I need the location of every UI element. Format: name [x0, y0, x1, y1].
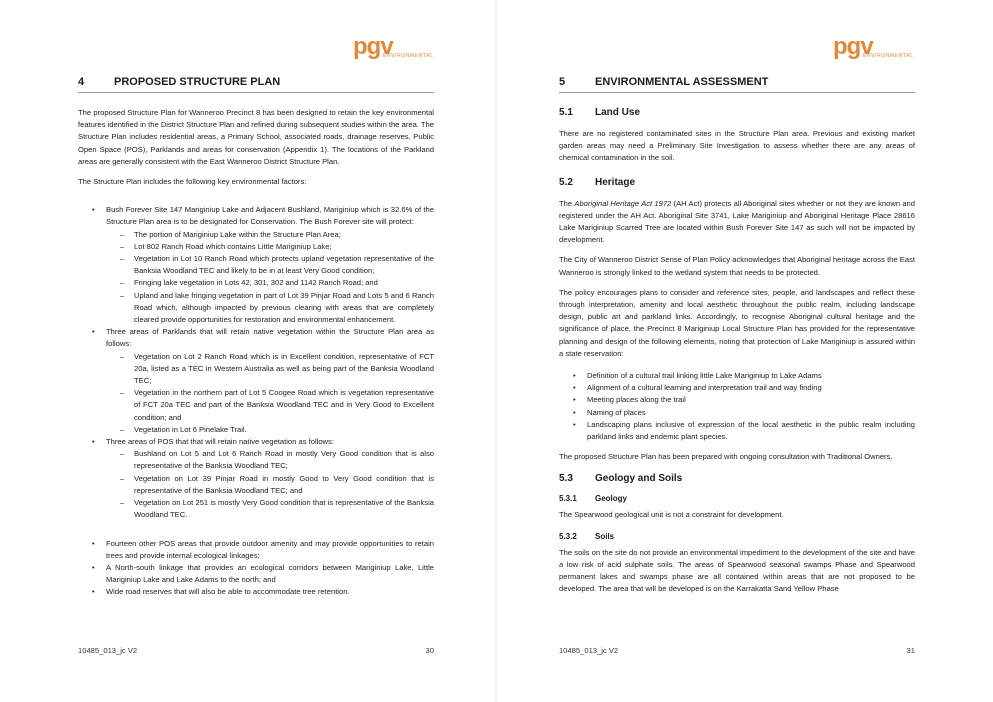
bullet-icon: •	[92, 538, 95, 548]
dash-icon: –	[120, 278, 125, 288]
section-number: 4	[78, 76, 85, 88]
text-run: The	[559, 198, 575, 208]
subsubsection-number: 5.3.1	[559, 494, 577, 504]
text-run: (AH Act) protects all Aboriginal sites whether or not they are known and registered under the AH Act. Aboriginal Site 3741, Lake Mariginiup and Aboriginal Heritage Place 28616 Lake Mariginiup Scarred Tree are located within Bush Forever Site 147 as such will not be impacted by development.	[559, 198, 916, 245]
page-footer	[78, 646, 434, 655]
sub-list-item	[106, 290, 434, 327]
subsection-heading-geology-soils	[559, 473, 915, 484]
geology-paragraph: The Spearwood geological unit is not a constraint for development.	[559, 510, 784, 520]
sub-list-text: Lot 802 Ranch Road which contains Little Mariginiup Lake;	[134, 241, 332, 251]
sub-list-text: Vegetation in the northern part of Lot 5 Coogee Road which is vegetation representative of FCT 20a TEC and part of the Banksia Woodland TEC and in Very Good to Excellent condition; and	[134, 388, 434, 422]
sub-list-item	[106, 277, 434, 289]
list-item-text: A North-south linkage that provides an ecological corridors between Mariginiup Lake, Little Mariginiup Lake and Lake Adams to the north; and	[106, 562, 434, 585]
factors-list	[78, 204, 434, 521]
page-right	[497, 0, 993, 702]
document-reference: 10485_013_jc V2	[78, 646, 138, 655]
bullet-icon: •	[92, 562, 95, 572]
sub-list	[106, 229, 434, 327]
subsubsection-heading-soils	[559, 532, 915, 541]
list-item-text: Naming of places	[587, 407, 646, 417]
pgv-logo	[833, 33, 923, 64]
list-item	[559, 370, 915, 382]
section-heading	[559, 76, 915, 93]
subsection-number: 5.2	[559, 176, 573, 188]
subsection-heading-heritage	[559, 177, 915, 188]
list-item-text: Three areas of POS that that will retain native vegetation as follows:	[106, 437, 334, 447]
list-item	[559, 419, 915, 443]
factors-intro: The Structure Plan includes the following key environmental factors:	[78, 177, 307, 187]
sub-list-item	[106, 497, 434, 521]
dash-icon: –	[120, 351, 125, 361]
subsection-heading-land-use	[559, 107, 915, 118]
sub-list-item	[106, 448, 434, 472]
list-item-text: Bush Forever Site 147 Mariginiup Lake and Adjacent Bushland, Mariginiup which is 32.6% of the Structure Plan area is to be designated for Conservation. The Bush Forever site will protect:	[106, 205, 434, 227]
list-item-text: Three areas of Parklands that will retain native vegetation within the Structure Plan area as follows:	[106, 327, 434, 349]
page-left	[0, 0, 496, 702]
subsubsection-heading-geology	[559, 494, 915, 503]
sub-list-text: Fringing lake vegetation in Lots 42, 301, 302 and 1142 Ranch Road; and	[134, 278, 378, 288]
list-item-text: Alignment of a cultural learning and interpretation trail and way finding	[587, 383, 822, 393]
section-title: PROPOSED STRUCTURE PLAN	[114, 76, 281, 88]
sub-list-item	[106, 351, 434, 388]
sub-list-text: Vegetation on Lot 39 Pinjar Road in mostly Good to Very Good condition that is representative of the Banksia Woodland TEC; and	[134, 473, 434, 495]
act-title: Aboriginal Heritage Act 1972	[574, 198, 672, 208]
bullet-icon: •	[573, 407, 576, 417]
list-item-text: Meeting places along the trail	[587, 395, 686, 405]
list-item	[559, 407, 915, 419]
section-heading	[78, 76, 434, 93]
heritage-elements-list	[559, 370, 915, 443]
subsection-number: 5.3	[559, 473, 573, 485]
sub-list-item	[106, 253, 434, 277]
bullet-icon: •	[92, 327, 95, 337]
sub-list-text: Vegetation in Lot 10 Ranch Road which protects upland vegetation representative of the Banksia Woodland TEC and likely to be in at least Very Good condition;	[134, 254, 434, 276]
factors-list-continued	[78, 538, 434, 599]
land-use-paragraph: There are no registered contaminated sites in the Structure Plan area. Previous and existing market garden areas may need a Preliminary Site Investigation to assess whether there are any areas of chemical contamination in the soil.	[559, 129, 915, 163]
subsection-number: 5.1	[559, 107, 573, 118]
subsection-title: Geology and Soils	[595, 473, 683, 485]
sub-list-item	[106, 229, 434, 241]
right-content	[559, 76, 915, 603]
subsection-title: Land Use	[595, 107, 641, 118]
logo-mark: pgv	[353, 33, 393, 60]
sub-list-text: Vegetation in Lot 6 Pinelake Trail.	[134, 424, 247, 434]
list-item	[78, 586, 434, 598]
section-title: ENVIRONMENTAL ASSESSMENT	[595, 76, 769, 88]
dash-icon: –	[120, 424, 125, 434]
list-item-text: Wide road reserves that will also be able to accommodate tree retention.	[106, 587, 350, 597]
logo-subtitle: ENVIRONMENTAL	[863, 53, 914, 59]
bullet-icon: •	[92, 205, 95, 215]
dash-icon: –	[120, 290, 125, 300]
bullet-icon: •	[92, 437, 95, 447]
dash-icon: –	[120, 388, 125, 398]
list-item-text: Definition of a cultural trail linking little Lake Mariginiup to Lake Adams	[587, 371, 822, 381]
sub-list	[106, 351, 434, 436]
soils-paragraph: The soils on the site do not provide an environmental impediment to the development of the site and have a low risk of acid sulphate soils. The areas of Spearwood seasonal swamps Phase and Spearwood permanent lakes and swamps phase are all contained within areas that are not proposed to be developed. The area that will be developed is on the Karrakatta Sand Yellow Phase	[559, 547, 915, 594]
dash-icon: –	[120, 229, 125, 239]
list-item	[78, 562, 434, 586]
heritage-paragraph-1	[559, 198, 915, 247]
list-item-text: Landscaping plans inclusive of expression of the local aesthetic in the public realm including parkland links and endemic plant species.	[587, 419, 915, 442]
sub-list-item	[106, 387, 434, 424]
page-footer	[559, 646, 915, 655]
subsection-title: Heritage	[595, 176, 636, 188]
logo-mark: pgv	[833, 33, 873, 60]
list-item	[559, 382, 915, 394]
page-number: 30	[425, 646, 434, 655]
list-item-text: Fourteen other POS areas that provide outdoor amenity and may provide opportunities to retain trees and provide internal ecological linkages;	[106, 538, 434, 560]
sub-list-text: Vegetation on Lot 2 Ranch Road which is in Excellent condition, representative of FCT 20a, listed as a TEC in Western Australia as well as being part of the Banksia Woodland TEC;	[134, 351, 434, 386]
dash-icon: –	[120, 449, 125, 459]
dash-icon: –	[120, 473, 125, 483]
dash-icon: –	[120, 498, 125, 508]
list-item	[78, 436, 434, 521]
list-item	[78, 326, 434, 436]
pgv-logo	[353, 33, 443, 64]
list-item	[559, 394, 915, 406]
sub-list-text: Upland and lake fringing vegetation in part of Lot 39 Pinjar Road and Lots 5 and 6 Ranch Road which, although impacted by previous clearing with areas that are completely cleared provide opportunities for restoration and environmental enhancement.	[134, 290, 434, 325]
list-item	[78, 538, 434, 562]
sub-list	[106, 448, 434, 521]
heritage-paragraph-2: The City of Wanneroo District Sense of Plan Policy acknowledges that Aboriginal heritage across the East Wanneroo is strongly linked to the wetland system that needs to be protected.	[559, 255, 915, 277]
subsubsection-title: Soils	[595, 531, 615, 541]
sub-list-item	[106, 424, 434, 436]
heritage-paragraph-3: The policy encourages plans to consider and reference sites, people, and landscapes and reflect these through interpretation, amenity and local aesthetic throughout the public realm, including landscape design, public art and parkland links. Accordingly, to recognise Aboriginal cultural heritage and the significance of place, the Precinct 8 Mariginiup Local Structure Plan has provided for the representative planning and design of the following elements, noting that protection of Lake Mariginiup is assured within a state reservation:	[559, 287, 915, 358]
subsubsection-number: 5.3.2	[559, 531, 577, 541]
bullet-icon: •	[573, 419, 576, 429]
bullet-icon: •	[92, 587, 95, 597]
sub-list-text: The portion of Mariginiup Lake within the Structure Plan Area;	[134, 229, 341, 239]
sub-list-text: Vegetation on Lot 251 is mostly Very Good condition that is representative of the Banksia Woodland TEC.	[134, 498, 434, 520]
sub-list-item	[106, 241, 434, 253]
page-number: 31	[906, 646, 915, 655]
heritage-paragraph-4: The proposed Structure Plan has been prepared with ongoing consultation with Traditional Owners.	[559, 452, 893, 462]
sub-list-text: Bushland on Lot 5 and Lot 6 Ranch Road in mostly Very Good condition that is also representative of the Banksia Woodland TEC;	[134, 449, 434, 471]
section-number: 5	[559, 76, 566, 88]
document-reference: 10485_013_jc V2	[559, 646, 619, 655]
sub-list-item	[106, 473, 434, 497]
bullet-icon: •	[573, 383, 576, 393]
intro-paragraph: The proposed Structure Plan for Wanneroo Precinct 8 has been designed to retain the key environmental features identified in the District Structure Plan and refined during subsequent studies within the area. The Structure Plan includes residential areas, a Primary School, associated roads, drainage reserves, Public Open Space (POS), Parklands and areas for conservation (Appendix 1). The locations of the Parkland areas are generally consistent with the East Wanneroo District Structure Plan.	[78, 108, 434, 166]
subsubsection-title: Geology	[595, 494, 628, 504]
left-content	[78, 76, 434, 607]
bullet-icon: •	[573, 395, 576, 405]
list-item	[78, 204, 434, 326]
dash-icon: –	[120, 241, 125, 251]
logo-subtitle: ENVIRONMENTAL	[383, 53, 434, 59]
dash-icon: –	[120, 254, 125, 264]
bullet-icon: •	[573, 371, 576, 381]
